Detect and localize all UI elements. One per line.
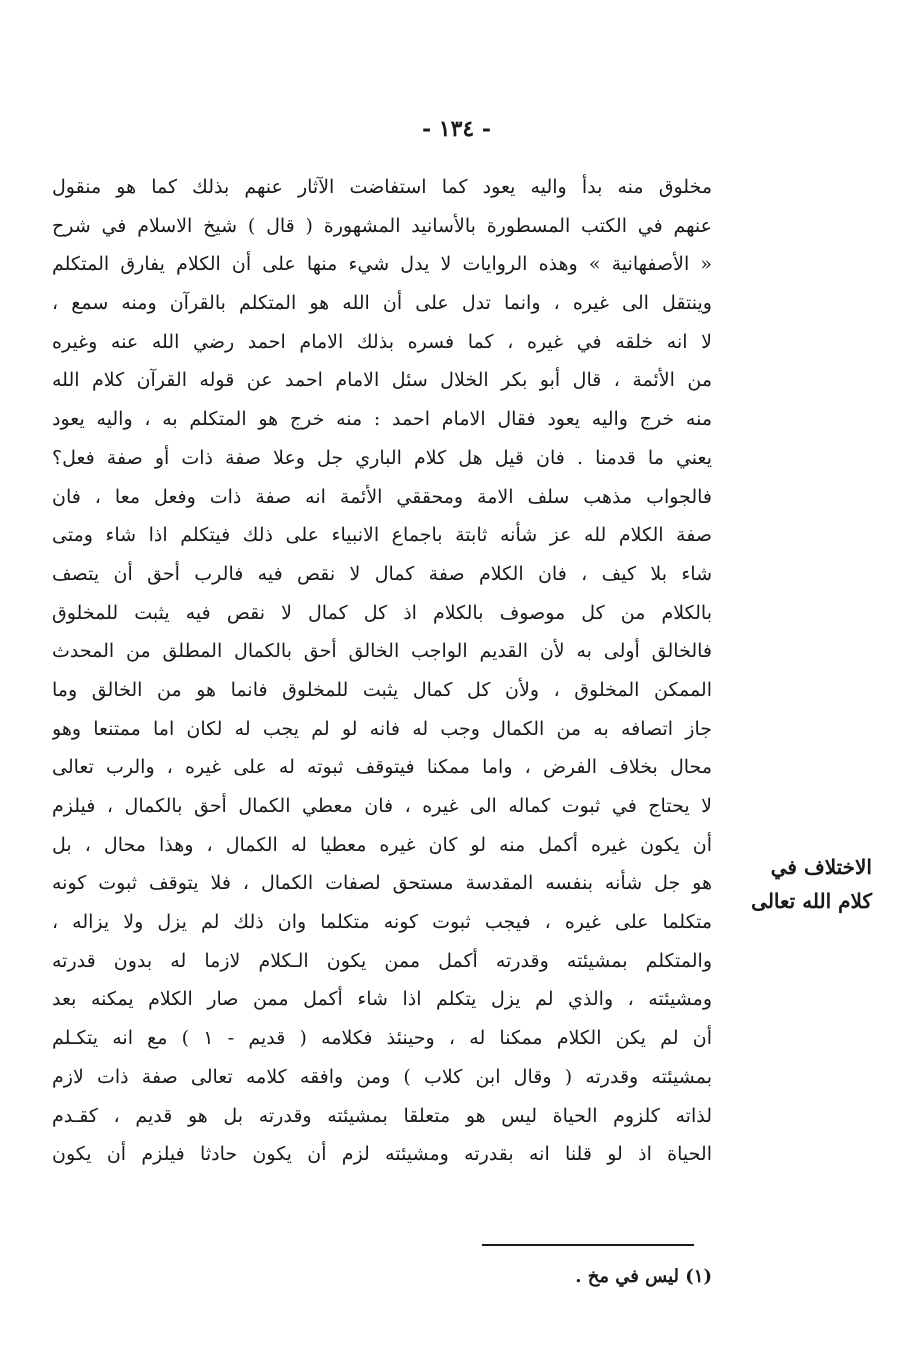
text-line: فالخالق أولى به لأن القديم الواجب الخالق أحق بالكمال المطلق من المحدث (52, 640, 712, 663)
margin-heading-line-1: الاختلاف في (770, 855, 872, 879)
text-line: الحياة اذ لو قلنا انه بقدرته ومشيئته لزم أن يكون حادثا فيلزم أن يكون (52, 1143, 712, 1166)
page-number: - ١٣٤ - (421, 116, 492, 142)
text-line: متكلما على غيره ، فيجب ثبوت كونه متكلما وان ذلك لم يزل ولا يزاله ، (52, 911, 712, 934)
text-line: بمشيئته وقدرته ( وقال ابن كلاب ) ومن وافقه كلامه تعالى صفة ذات لازم (52, 1065, 712, 1088)
text-line: بالكلام من كل موصوف بالكلام اذ كل كمال لا نقص فيه يثبت للمخلوق (52, 601, 712, 624)
text-line: ومشيئته ، والذي لم يزل يتكلم اذا شاء أكمل ممن صار الكلام يمكنه بعد (52, 988, 712, 1011)
text-line: أن لم يكن الكلام ممكنا له ، وحينئذ فكلامه ( قديم - ١ ) مع انه يتكـلم (52, 1027, 712, 1050)
text-line: يعني ما قدمنا . فان قيل هل كلام الباري جل وعلا صفة ذات أو صفة فعل؟ (52, 446, 712, 469)
margin-heading (722, 850, 872, 918)
footnote: (١) ليس في مخ . (575, 1266, 712, 1287)
text-line: لا يحتاج في ثبوت كماله الى غيره ، فان معطي الكمال أحق بالكمال ، فيلزم (52, 795, 712, 817)
text-line: فالجواب مذهب سلف الامة ومحققي الأئمة انه صفة ذات وفعل معا ، فان (52, 485, 712, 508)
text-line: والمتكلم بمشيئته وقدرته أكمل ممن يكون الـكلام لازما له بدون قدرته (52, 949, 712, 972)
text-line: الممكن المخلوق ، ولأن كل كمال يثبت للمخلوق فانما هو من الخالق وما (52, 678, 712, 701)
text-line: وينتقل الى غيره ، وانما تدل على أن الله هو المتكلم بالقرآن ومنه سمع ، (52, 292, 712, 315)
text-line: أن يكون غيره أكمل منه لو كان غيره معطيا له الكمال ، وهذا محال ، بل (52, 833, 712, 856)
text-line: لذاته كلزوم الحياة ليس هو متعلقا بمشيئته وقدرته بل هو قديم ، كقـدم (52, 1104, 712, 1127)
text-line: « الأصفهانية » وهذه الروايات لا يدل شيء منها على أن الكلام يفارق المتكلم (52, 253, 712, 276)
text-line: صفة الكلام لله عز شأنه ثابتة باجماع الانبياء على ذلك فيتكلم اذا شاء ومتى (52, 524, 712, 547)
text-line: شاء بلا كيف ، فان الكلام صفة كمال لا نقص فيه فالرب أحق أن يتصف (52, 562, 712, 585)
text-line: منه خرج واليه يعود فقال الامام احمد : منه خرج هو المتكلم به ، واليه يعود (52, 408, 712, 431)
text-line: عنهم في الكتب المسطورة بالأسانيد المشهورة ( قال ) شيخ الاسلام في شرح (52, 214, 712, 237)
text-line: محال بخلاف الفرض ، واما ممكنا فيتوقف ثبوته له على غيره ، والرب تعالى (52, 756, 712, 779)
text-line: لا انه خلقه في غيره ، كما فسره بذلك الامام احمد رضي الله عنه وغيره (52, 330, 712, 353)
text-line: من الأئمة ، قال أبو بكر الخلال سئل الامام احمد عن قوله القرآن كلام الله (52, 369, 712, 392)
footnote-divider (482, 1244, 694, 1246)
text-line: هو جل شأنه بنفسه المقدسة مستحق لصفات الكمال ، فلا يتوقف ثبوت كونه (52, 872, 712, 895)
text-line: مخلوق منه بدأ واليه يعود كما استفاضت الآثار عنهم بذلك كما هو منقول (52, 176, 712, 198)
body-text (52, 168, 712, 1174)
text-line: جاز اتصافه به من الكمال وجب له فانه لو لم يجب له لكان اما ممتنعا وهو (52, 717, 712, 740)
margin-heading-line-2: كلام الله تعالى (751, 889, 872, 913)
